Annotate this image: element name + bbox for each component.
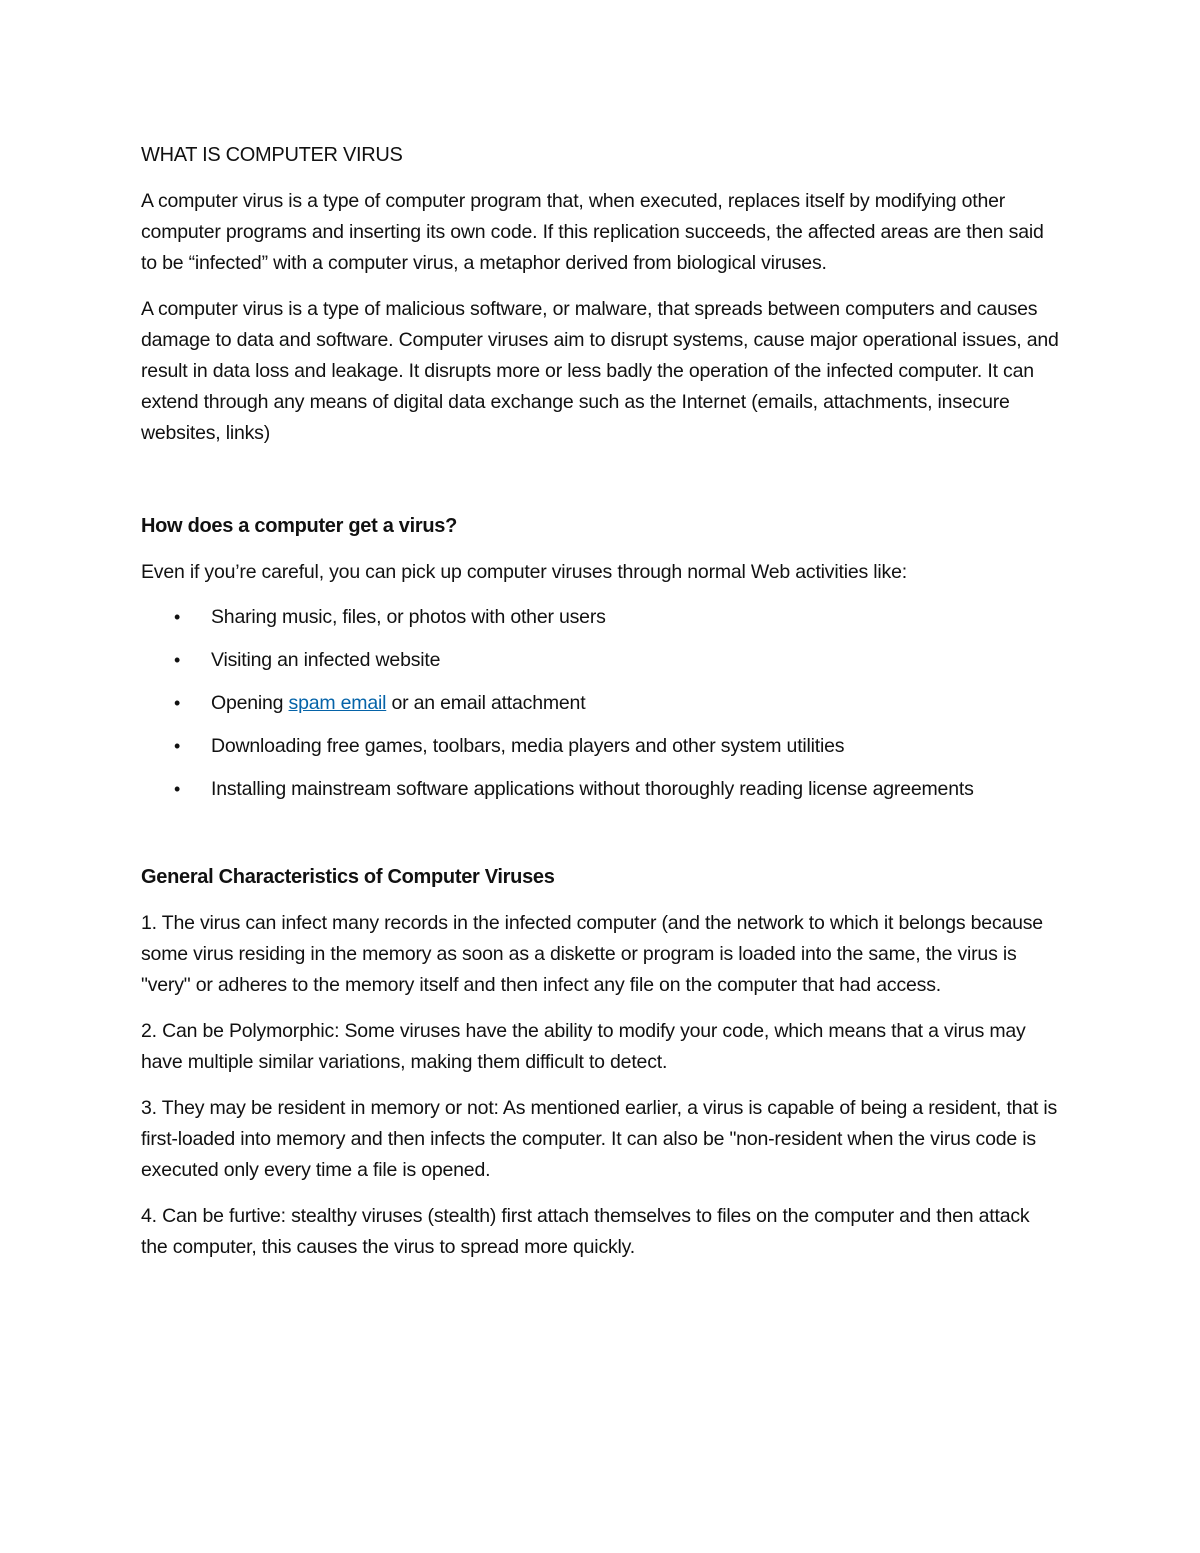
bullet-icon: • xyxy=(174,607,181,627)
bullet-icon: • xyxy=(174,693,181,713)
bullet-icon: • xyxy=(174,779,181,799)
list-item-text: Visiting an infected website xyxy=(211,649,441,671)
list-item-text: Opening xyxy=(211,692,284,714)
characteristic-item-3: 3. They may be resident in memory or not: As mentioned earlier, a virus is capable of being a resident, that is first-loaded into memory and then infects the computer. It can also be "non-resident when the virus code is executed only every time a file is opened. xyxy=(141,1097,1058,1181)
section-lead: Even if you’re careful, you can pick up computer viruses through normal Web activities like: xyxy=(141,561,907,583)
list-item-text: Installing mainstream software applications without thoroughly reading license agreements xyxy=(211,778,974,800)
list-item xyxy=(141,732,1061,761)
spam-email-link[interactable]: spam email xyxy=(288,692,387,714)
document-title: WHAT IS COMPUTER VIRUS xyxy=(141,144,403,166)
list-item-text-rest: or an email attachment xyxy=(386,692,586,714)
section-heading-how-virus: How does a computer get a virus? xyxy=(141,515,458,537)
section-spacer xyxy=(141,818,1061,862)
characteristic-item-4: 4. Can be furtive: stealthy viruses (stealth) first attach themselves to files on the computer and then attack the computer, this causes the virus to spread more quickly. xyxy=(141,1205,1030,1258)
intro-paragraph-2: A computer virus is a type of malicious software, or malware, that spreads between computers and causes damage to data and software. Computer viruses aim to disrupt systems, cause major operational issues, and result in data loss and leakage. It disrupts more or less badly the operation of the infected computer. It can extend through any means of digital data exchange such as the Internet (emails, attachments, insecure websites, links) xyxy=(141,298,1059,444)
intro-paragraph-1: A computer virus is a type of computer program that, when executed, replaces itself by modifying other computer programs and inserting its own code. If this replication succeeds, the affected areas are then said to be “infected” with a computer virus, a metaphor derived from biological viruses. xyxy=(141,190,1044,274)
characteristic-item-1: 1. The virus can infect many records in the infected computer (and the network to which it belongs because some virus residing in the memory as soon as a diskette or program is loaded into the same, the virus is "very" or adheres to the memory itself and then infect any file on the computer that had access. xyxy=(141,912,1043,996)
list-item-text: Sharing music, files, or photos with other users xyxy=(211,606,606,628)
bullet-list xyxy=(141,603,1061,804)
document-page xyxy=(141,140,1061,1278)
section-spacer xyxy=(141,464,1061,511)
list-item xyxy=(141,689,1061,718)
list-item-text: Downloading free games, toolbars, media players and other system utilities xyxy=(211,735,845,757)
characteristic-item-2: 2. Can be Polymorphic: Some viruses have the ability to modify your code, which means that a virus may have multiple similar variations, making them difficult to detect. xyxy=(141,1020,1026,1073)
list-item xyxy=(141,646,1061,675)
list-item xyxy=(141,603,1061,632)
list-item xyxy=(141,775,1061,804)
bullet-icon: • xyxy=(174,736,181,756)
section-heading-characteristics: General Characteristics of Computer Viruses xyxy=(141,866,555,888)
bullet-icon: • xyxy=(174,650,181,670)
